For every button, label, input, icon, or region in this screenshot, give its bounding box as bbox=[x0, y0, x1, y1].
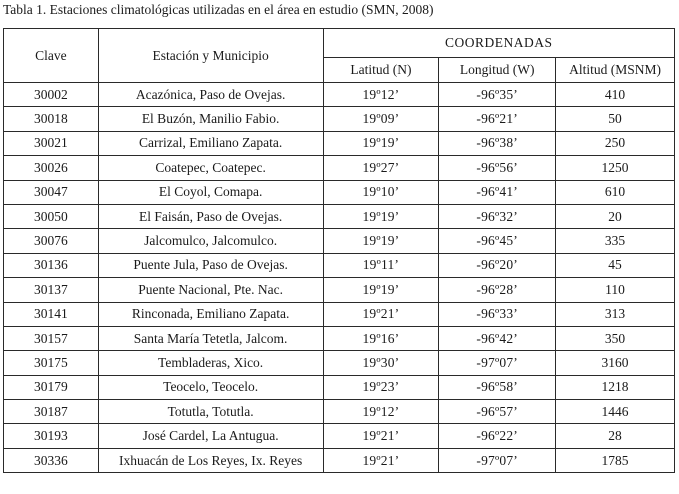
table-caption: Tabla 1. Estaciones climatológicas utilizadas en el área en estudio (SMN, 2008) bbox=[3, 2, 434, 17]
cell-latitud: 19º27’ bbox=[323, 156, 439, 180]
cell-estacion: Rinconada, Emiliano Zapata. bbox=[98, 302, 323, 326]
cell-latitud: 19º19’ bbox=[323, 278, 439, 302]
cell-clave: 30076 bbox=[4, 229, 99, 253]
cell-latitud: 19º23’ bbox=[323, 375, 439, 399]
cell-altitud: 335 bbox=[556, 229, 675, 253]
cell-estacion: Acazónica, Paso de Ovejas. bbox=[98, 83, 323, 107]
cell-clave: 30157 bbox=[4, 326, 99, 350]
cell-estacion: José Cardel, La Antugua. bbox=[98, 424, 323, 448]
cell-altitud: 313 bbox=[556, 302, 675, 326]
cell-altitud: 110 bbox=[556, 278, 675, 302]
table-row bbox=[4, 375, 675, 399]
cell-clave: 30175 bbox=[4, 351, 99, 375]
cell-estacion: El Coyol, Comapa. bbox=[98, 180, 323, 204]
table-row bbox=[4, 229, 675, 253]
cell-estacion: El Buzón, Manilio Fabio. bbox=[98, 107, 323, 131]
cell-longitud: -96º32’ bbox=[439, 204, 556, 228]
header-estacion: Estación y Municipio bbox=[98, 29, 323, 83]
cell-clave: 30193 bbox=[4, 424, 99, 448]
cell-altitud: 45 bbox=[556, 253, 675, 277]
cell-latitud: 19º21’ bbox=[323, 424, 439, 448]
header-longitud: Longitud (W) bbox=[439, 58, 556, 83]
cell-longitud: -96º58’ bbox=[439, 375, 556, 399]
cell-latitud: 19º21’ bbox=[323, 302, 439, 326]
table-row bbox=[4, 424, 675, 448]
table-body bbox=[4, 83, 675, 473]
cell-estacion: Jalcomulco, Jalcomulco. bbox=[98, 229, 323, 253]
table-row bbox=[4, 204, 675, 228]
cell-clave: 30050 bbox=[4, 204, 99, 228]
cell-estacion: Tembladeras, Xico. bbox=[98, 351, 323, 375]
cell-clave: 30336 bbox=[4, 448, 99, 472]
cell-longitud: -97º07’ bbox=[439, 448, 556, 472]
cell-clave: 30187 bbox=[4, 400, 99, 424]
table-row bbox=[4, 131, 675, 155]
table-row bbox=[4, 448, 675, 472]
cell-clave: 30018 bbox=[4, 107, 99, 131]
cell-estacion: Santa María Tetetla, Jalcom. bbox=[98, 326, 323, 350]
header-clave: Clave bbox=[4, 29, 99, 83]
cell-longitud: -96º33’ bbox=[439, 302, 556, 326]
header-row bbox=[4, 29, 675, 58]
cell-clave: 30136 bbox=[4, 253, 99, 277]
cell-clave: 30021 bbox=[4, 131, 99, 155]
table-row bbox=[4, 302, 675, 326]
cell-latitud: 19º19’ bbox=[323, 131, 439, 155]
cell-longitud: -96º21’ bbox=[439, 107, 556, 131]
cell-estacion: Puente Jula, Paso de Ovejas. bbox=[98, 253, 323, 277]
cell-latitud: 19º19’ bbox=[323, 229, 439, 253]
cell-altitud: 350 bbox=[556, 326, 675, 350]
cell-longitud: -96º42’ bbox=[439, 326, 556, 350]
cell-latitud: 19º12’ bbox=[323, 400, 439, 424]
cell-latitud: 19º09’ bbox=[323, 107, 439, 131]
cell-altitud: 3160 bbox=[556, 351, 675, 375]
header-altitud: Altitud (MSNM) bbox=[556, 58, 675, 83]
stations-table bbox=[3, 28, 675, 473]
cell-estacion: Totutla, Totutla. bbox=[98, 400, 323, 424]
cell-altitud: 50 bbox=[556, 107, 675, 131]
cell-clave: 30141 bbox=[4, 302, 99, 326]
cell-clave: 30047 bbox=[4, 180, 99, 204]
cell-altitud: 1218 bbox=[556, 375, 675, 399]
cell-longitud: -96º35’ bbox=[439, 83, 556, 107]
cell-altitud: 250 bbox=[556, 131, 675, 155]
cell-altitud: 1250 bbox=[556, 156, 675, 180]
table-row bbox=[4, 400, 675, 424]
cell-longitud: -96º45’ bbox=[439, 229, 556, 253]
cell-clave: 30137 bbox=[4, 278, 99, 302]
cell-latitud: 19º19’ bbox=[323, 204, 439, 228]
table-row bbox=[4, 156, 675, 180]
cell-latitud: 19º12’ bbox=[323, 83, 439, 107]
cell-altitud: 20 bbox=[556, 204, 675, 228]
cell-clave: 30002 bbox=[4, 83, 99, 107]
cell-estacion: Carrizal, Emiliano Zapata. bbox=[98, 131, 323, 155]
cell-longitud: -96º57’ bbox=[439, 400, 556, 424]
cell-estacion: Ixhuacán de Los Reyes, Ix. Reyes bbox=[98, 448, 323, 472]
cell-altitud: 410 bbox=[556, 83, 675, 107]
cell-altitud: 1785 bbox=[556, 448, 675, 472]
cell-longitud: -96º22’ bbox=[439, 424, 556, 448]
cell-clave: 30179 bbox=[4, 375, 99, 399]
cell-longitud: -96º20’ bbox=[439, 253, 556, 277]
table-row bbox=[4, 326, 675, 350]
table-row bbox=[4, 253, 675, 277]
cell-altitud: 1446 bbox=[556, 400, 675, 424]
table-row bbox=[4, 180, 675, 204]
cell-latitud: 19º16’ bbox=[323, 326, 439, 350]
cell-altitud: 610 bbox=[556, 180, 675, 204]
cell-estacion: Teocelo, Teocelo. bbox=[98, 375, 323, 399]
cell-longitud: -96º41’ bbox=[439, 180, 556, 204]
cell-latitud: 19º10’ bbox=[323, 180, 439, 204]
cell-estacion: Coatepec, Coatepec. bbox=[98, 156, 323, 180]
cell-longitud: -96º56’ bbox=[439, 156, 556, 180]
table-row bbox=[4, 107, 675, 131]
cell-latitud: 19º11’ bbox=[323, 253, 439, 277]
header-coordenadas: COORDENADAS bbox=[323, 29, 674, 58]
cell-estacion: El Faisán, Paso de Ovejas. bbox=[98, 204, 323, 228]
cell-estacion: Puente Nacional, Pte. Nac. bbox=[98, 278, 323, 302]
cell-latitud: 19º21’ bbox=[323, 448, 439, 472]
cell-clave: 30026 bbox=[4, 156, 99, 180]
cell-latitud: 19º30’ bbox=[323, 351, 439, 375]
header-latitud: Latitud (N) bbox=[323, 58, 439, 83]
table-row bbox=[4, 278, 675, 302]
table-row bbox=[4, 83, 675, 107]
table-row bbox=[4, 351, 675, 375]
cell-altitud: 28 bbox=[556, 424, 675, 448]
cell-longitud: -96º38’ bbox=[439, 131, 556, 155]
cell-longitud: -96º28’ bbox=[439, 278, 556, 302]
cell-longitud: -97º07’ bbox=[439, 351, 556, 375]
